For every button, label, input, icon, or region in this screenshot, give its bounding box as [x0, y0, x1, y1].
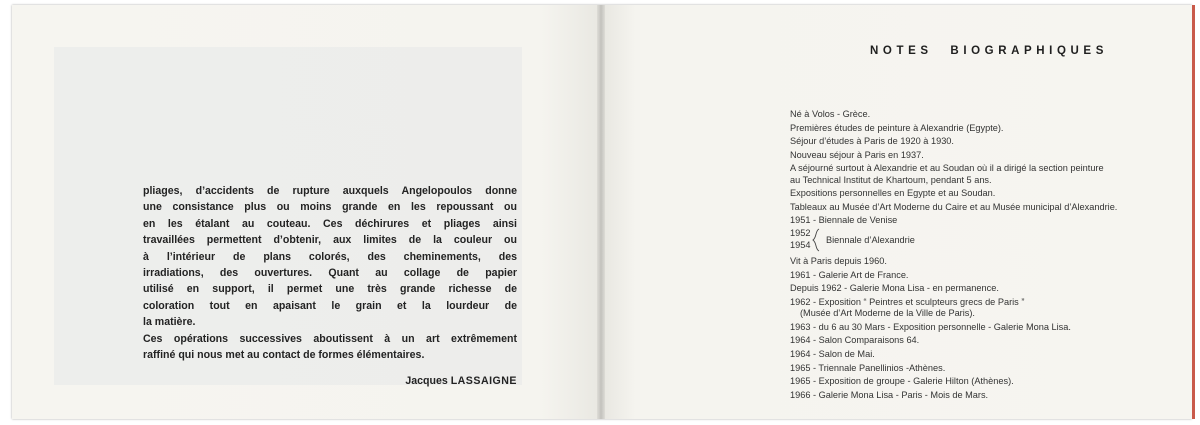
essay-line: raffiné qui nous met au contact de formes élémentaires. — [143, 349, 425, 362]
bio-entry: Vit à Paris depuis 1960. — [790, 256, 887, 267]
essay-line: utilisé en support, il permet une très grande richesse de — [143, 283, 517, 296]
brace-icon — [810, 228, 822, 252]
essay-line: irradiations, des ouvertures. Quant au collage de papier — [143, 267, 517, 280]
essay-line: en les étalant au couteau. Ces déchirures et pliages ainsi — [143, 217, 517, 230]
bracket-year-start: 1952 — [790, 227, 811, 238]
section-title: NOTES BIOGRAPHIQUES — [870, 45, 1108, 57]
bio-entry: (Musée d’Art Moderne de la Ville de Paris). — [800, 308, 975, 319]
essay-line: une consistance plus ou moins grande en les repoussant ou — [143, 201, 517, 214]
bio-entry: 1965 - Triennale Panellinios -Athènes. — [790, 362, 946, 373]
bio-entry: Séjour d’études à Paris de 1920 à 1930. — [790, 136, 954, 147]
essay-line: travaillées permettent d’obtenir, aux limites de la couleur ou — [143, 234, 517, 247]
author-first-name: Jacques — [405, 375, 448, 387]
bio-entry: Depuis 1962 - Galerie Mona Lisa - en permanence. — [790, 283, 999, 294]
bracket-year-end: 1954 — [790, 239, 811, 250]
bio-entry: au Technical Institut de Khartoum, pendant 5 ans. — [790, 174, 992, 185]
essay-line: coloration tout en apaisant le grain et la lourdeur de — [143, 299, 517, 312]
bio-entry: Nouveau séjour à Paris en 1937. — [790, 149, 924, 160]
biography-list — [790, 109, 1165, 401]
bio-entry: Né à Volos - Grèce. — [790, 109, 871, 119]
author-surname: LASSAIGNE — [450, 375, 517, 387]
bracket-label: Biennale d’Alexandrie — [826, 234, 915, 245]
essay-line: à l’intérieur de plans colorés, des cheminements, des — [143, 250, 517, 263]
essay-line: Ces opérations successives aboutissent à un art extrêmement — [143, 332, 517, 345]
essay-line: la matière. — [143, 316, 196, 329]
bio-bracket-entry — [790, 228, 1165, 254]
essay-text — [143, 183, 517, 363]
bio-entry: 1951 - Biennale de Venise — [790, 215, 898, 226]
bio-entry: 1964 - Salon de Mai. — [790, 348, 875, 359]
cover-edge — [1192, 5, 1195, 419]
book-spine — [597, 5, 605, 419]
bio-entry: 1965 - Exposition de groupe - Galerie Hilton (Athènes). — [790, 376, 1014, 387]
bio-entry: Premières études de peinture à Alexandrie (Egypte). — [790, 122, 1004, 133]
bio-entry: 1966 - Galerie Mona Lisa - Paris - Mois de Mars. — [790, 389, 989, 400]
bio-entry: 1962 - Exposition “ Peintres et sculpteurs grecs de Paris ” — [790, 296, 1025, 307]
left-page — [12, 5, 600, 419]
bio-entry: 1961 - Galerie Art de France. — [790, 269, 909, 280]
bio-entry: 1963 - du 6 au 30 Mars - Exposition personnelle - Galerie Mona Lisa. — [790, 321, 1071, 332]
bio-entry: Tableaux au Musée d’Art Moderne du Caire et au Musée municipal d’Alexandrie. — [790, 201, 1118, 212]
essay-line: pliages, d’accidents de rupture auxquels Angelopoulos donne — [143, 185, 517, 197]
bio-entry: Expositions personnelles en Egypte et au Soudan. — [790, 188, 996, 199]
author-signature — [395, 375, 517, 387]
bio-entry: 1964 - Salon Comparaisons 64. — [790, 335, 920, 346]
bio-entry: A séjourné surtout à Alexandrie et au Soudan où il a dirigé la section peinture — [790, 163, 1104, 174]
